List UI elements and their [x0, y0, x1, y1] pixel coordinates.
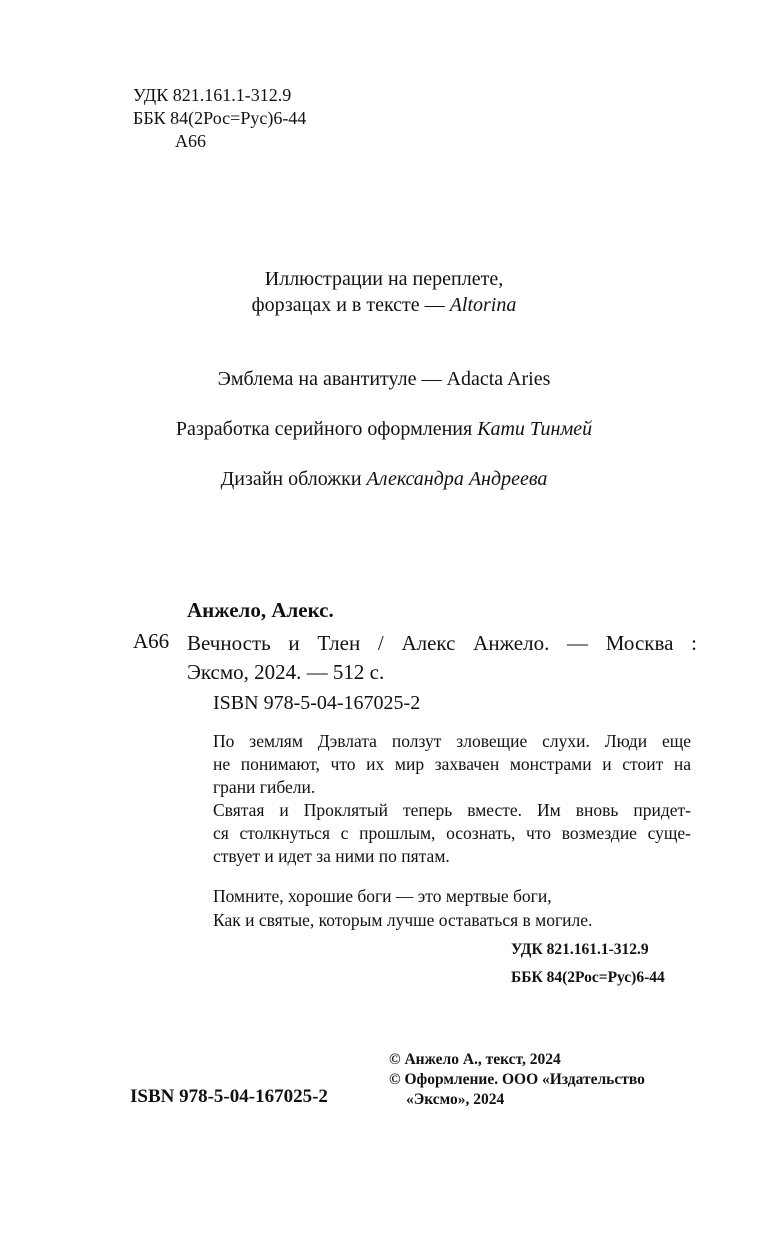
- annotation-p2-line-1: Святая и Проклятый теперь вместе. Им вновь придет-: [213, 800, 691, 820]
- series-design-credit: [0, 418, 768, 441]
- illustrations-line-2: [0, 292, 768, 318]
- bibliographic-line-2: Эксмо, 2024. — 512 с.: [187, 660, 385, 684]
- book-author: Анжело, Алекс.: [187, 598, 334, 622]
- copyright-text: © Анжело А., текст, 2024: [389, 1051, 561, 1068]
- illustrations-credit: [0, 266, 768, 318]
- copyright-block: [389, 1050, 645, 1110]
- annotation-p1-line-2: не понимают, что их мир захвачен монстрами и стоит на: [213, 754, 691, 774]
- copyright-design-line-2: «Эксмо», 2024: [406, 1091, 505, 1108]
- isbn-footer: ISBN 978-5-04-167025-2: [130, 1086, 328, 1107]
- bbk-code: ББК 84(2Рос=Рус)6-44: [133, 108, 307, 128]
- udk-code: УДК 821.161.1-312.9: [133, 85, 292, 105]
- copyright-design-line-1: © Оформление. ООО «Издательство: [389, 1071, 645, 1088]
- bibliographic-line-1: Вечность и Тлен / Алекс Анжело. — Москва :: [187, 631, 697, 655]
- udk-code-bottom: УДК 821.161.1-312.9: [511, 941, 649, 958]
- annotation-p2-line-3: ствует и идет за ними по пятам.: [213, 846, 450, 866]
- bibliographic-description: [187, 629, 697, 687]
- annotation-verse: [213, 885, 592, 932]
- author-mark-code: А66: [175, 131, 206, 151]
- series-designer: Кати Тинмей: [477, 418, 593, 440]
- verse-line-1: Помните, хорошие боги — это мертвые боги,: [213, 886, 552, 906]
- udk-block-bottom: [511, 936, 665, 992]
- udk-block-top: [133, 84, 306, 153]
- verse-line-2: Как и святые, которым лучше оставаться в могиле.: [213, 909, 593, 930]
- annotation-p1-line-3: грани гибели.: [213, 777, 316, 797]
- bbk-code-bottom: ББК 84(2Рос=Рус)6-44: [511, 969, 665, 986]
- annotation-p2-line-2: ся столкнуться с прошлым, осознать, что возмездие суще-: [213, 823, 691, 843]
- cover-design-credit: [0, 468, 768, 491]
- illustrations-artist: Altorina: [449, 294, 517, 316]
- cover-designer: Александра Андреева: [366, 468, 548, 490]
- illustrations-prefix: форзацах и в тексте —: [251, 294, 450, 316]
- illustrations-line-1: Иллюстрации на переплете,: [264, 268, 504, 290]
- bibliographic-code: А66: [133, 629, 170, 653]
- series-design-prefix: Разработка серийного оформления: [175, 418, 478, 440]
- annotation: [213, 730, 691, 868]
- emblem-credit: Эмблема на авантитуле — Adacta Aries: [217, 368, 551, 390]
- annotation-p1-line-1: По землям Дэвлата ползут зловещие слухи. Люди еще: [213, 731, 691, 751]
- cover-design-prefix: Дизайн обложки: [220, 468, 367, 490]
- isbn-record: ISBN 978-5-04-167025-2: [213, 692, 421, 714]
